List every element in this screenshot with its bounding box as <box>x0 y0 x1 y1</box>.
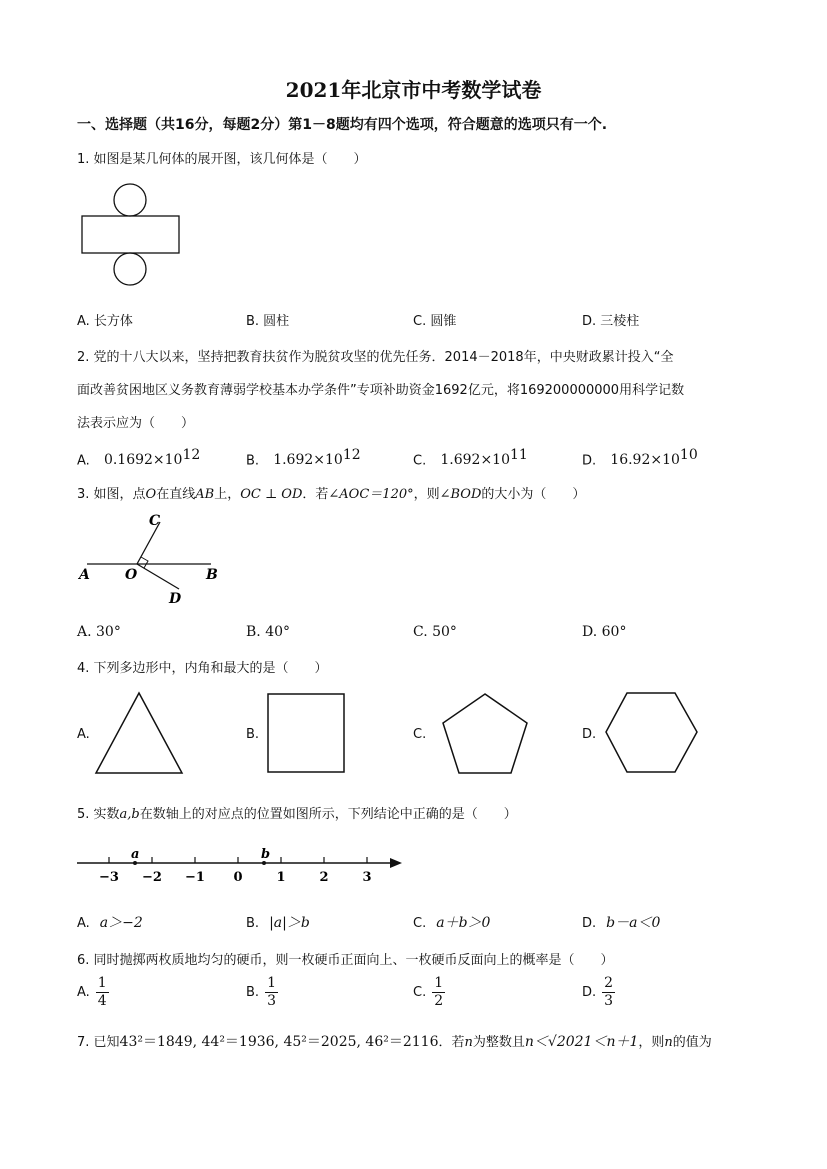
q7-squares: 43²＝1849, 44²＝1936, 45²＝2025, 46²＝2116 <box>119 1034 439 1050</box>
q5-stem-b: 在数轴上的对应点的位置如图所示，下列结论中正确的是（ ） <box>139 807 517 822</box>
q3-point-o: O <box>145 487 157 502</box>
q6-option-c-den: 2 <box>434 993 444 1009</box>
q3-label-c: C <box>149 513 161 529</box>
q2-option-d-letter: D. <box>582 453 597 469</box>
q2-stem-line2: 面改善贫困地区义务教育薄弱学校基本办学条件”专项补助资金1692亿元，将169200000000用科学记数 <box>77 383 685 398</box>
q1-net-figure <box>77 182 187 292</box>
q5-option-c[interactable] <box>413 912 490 932</box>
q5-ab: a,b <box>119 807 140 822</box>
q6-option-c-letter: C. <box>413 985 427 1000</box>
q4-square <box>268 694 344 772</box>
q5-option-a[interactable] <box>77 912 143 932</box>
q1-option-b[interactable]: B. 圆柱 <box>246 314 290 329</box>
section-header: 一、选择题（共16分，每题2分）第1－8题均有四个选项，符合题意的选项只有一个. <box>77 117 608 133</box>
q6-option-c-num: 1 <box>434 975 444 991</box>
q2-option-a-base: 0.1692×10 <box>103 452 183 469</box>
q5-tick-label-2: −1 <box>185 870 205 885</box>
q5-point-a-label: a <box>131 847 140 862</box>
q3-option-a[interactable]: A. 30° <box>77 624 121 640</box>
q5-number-line <box>77 842 407 887</box>
q6-option-b-letter: B. <box>246 985 260 1000</box>
q6-option-d-num: 2 <box>604 975 614 991</box>
q5-option-a-letter: A. <box>77 916 90 931</box>
q3-angle-aoc: ∠AOC＝120° <box>328 487 414 502</box>
q3-stem <box>77 483 585 502</box>
q7-stem-c: 为整数且 <box>472 1035 525 1050</box>
q4-option-d[interactable]: D. <box>582 727 597 742</box>
q7-stem <box>77 1031 712 1051</box>
q6-option-d-letter: D. <box>582 985 597 1000</box>
q1-option-a[interactable]: A. 长方体 <box>77 314 133 329</box>
q3-ray-od <box>137 564 179 589</box>
q6-stem: 6. 同时抛掷两枚质地均匀的硬币，则一枚硬币正面向上、一枚硬币反面向上的概率是（ ） <box>77 953 614 968</box>
q3-perp: OC ⊥ OD <box>240 487 303 502</box>
q6-option-c-fraction <box>432 975 445 1010</box>
q2-option-b[interactable] <box>246 447 361 468</box>
q5-option-c-letter: C. <box>413 916 427 931</box>
q2-option-d[interactable] <box>582 447 698 468</box>
q3-stem-b: 在直线 <box>156 487 196 502</box>
q1-option-d[interactable]: D. 三棱柱 <box>582 314 640 329</box>
q1-stem: 1. 如图是某几何体的展开图，该几何体是（ ） <box>77 152 367 167</box>
q2-option-c-letter: C. <box>413 453 427 469</box>
q6-option-b-fraction <box>265 975 278 1010</box>
q7-stem-a: 7. 已知 <box>77 1035 120 1050</box>
q2-option-d-base: 16.92×10 <box>610 452 680 469</box>
q5-tick-group <box>99 857 372 885</box>
q1-top-circle <box>114 184 146 216</box>
q4-square-figure <box>266 692 346 774</box>
q3-label-o: O <box>125 567 138 583</box>
q6-option-a-den: 4 <box>97 993 107 1009</box>
q2-option-a-letter: A. <box>77 453 90 469</box>
q3-label-a: A <box>79 567 90 583</box>
q4-option-a[interactable]: A. <box>77 727 90 742</box>
q7-n-2: n <box>664 1035 673 1050</box>
q5-tick-label-3: 0 <box>233 870 243 885</box>
q7-stem-b: ．若 <box>438 1035 465 1050</box>
q6-option-b-den: 3 <box>267 993 276 1009</box>
q5-axis-arrow <box>390 858 402 868</box>
q3-label-b: B <box>206 567 218 583</box>
q3-label-d: D <box>169 591 182 607</box>
q5-option-b[interactable] <box>246 912 310 932</box>
q3-stem-f: 的大小为（ ） <box>481 487 586 502</box>
q6-option-c[interactable] <box>413 975 445 1010</box>
q2-option-b-base: 1.692×10 <box>273 452 343 469</box>
q7-n-1: n <box>464 1035 473 1050</box>
q2-option-b-exp: 12 <box>342 447 361 463</box>
q3-stem-d: ．若 <box>302 487 329 502</box>
q2-option-d-exp: 10 <box>679 447 698 463</box>
q4-hexagon <box>606 693 697 772</box>
q5-tick-label-1: −2 <box>142 870 162 885</box>
q4-stem: 4. 下列多边形中，内角和最大的是（ ） <box>77 661 328 676</box>
q5-stem-a: 5. 实数 <box>77 807 120 822</box>
q5-option-d[interactable] <box>582 912 660 932</box>
q3-angle-bod: ∠BOD <box>439 487 482 502</box>
q4-option-c[interactable]: C. <box>413 727 427 742</box>
q3-option-c[interactable]: C. 50° <box>413 624 457 640</box>
q2-option-a[interactable] <box>77 447 200 468</box>
q2-option-c-exp: 11 <box>509 447 528 463</box>
q4-triangle <box>96 693 182 773</box>
page-title: 2021年北京市中考数学试卷 <box>285 78 542 102</box>
q2-option-a-exp: 12 <box>182 447 201 463</box>
q4-pentagon <box>443 694 527 773</box>
q7-stem-e: 的值为 <box>672 1035 712 1050</box>
q4-hexagon-figure <box>604 690 700 776</box>
q5-option-b-letter: B. <box>246 916 260 931</box>
q5-point-b-label: b <box>261 847 271 862</box>
q5-option-d-letter: D. <box>582 916 597 931</box>
q2-option-c[interactable] <box>413 447 528 468</box>
q2-stem-line3: 法表示应为（ ） <box>77 416 195 431</box>
q6-option-a-letter: A. <box>77 985 90 1000</box>
q5-option-d-math: b－a＜0 <box>606 915 661 931</box>
q3-option-d[interactable]: D. 60° <box>582 624 627 640</box>
q5-option-c-math: a＋b＞0 <box>436 915 491 931</box>
q6-option-a[interactable] <box>77 975 109 1010</box>
q5-stem <box>77 803 517 822</box>
q5-tick-label-6: 3 <box>362 870 372 885</box>
q3-stem-e: ，则 <box>413 487 440 502</box>
q1-rectangle <box>82 216 179 253</box>
q3-angle-figure <box>77 512 227 612</box>
q4-triangle-figure <box>94 690 186 776</box>
q7-inequality: n＜√2021＜n＋1 <box>524 1034 639 1050</box>
q3-stem-a: 3. 如图，点 <box>77 487 146 502</box>
q2-stem-line1: 2. 党的十八大以来，坚持把教育扶贫作为脱贫攻坚的优先任务．2014－2018年，中央财政累计投入“全 <box>77 350 674 365</box>
q5-tick-label-5: 2 <box>319 870 329 885</box>
q6-option-d-den: 3 <box>604 993 614 1009</box>
q3-line-ab: AB <box>195 487 215 502</box>
q3-stem-c: 上， <box>214 487 241 502</box>
q2-option-b-letter: B. <box>246 453 260 469</box>
q5-option-a-math: a＞−2 <box>99 915 143 931</box>
q6-option-a-num: 1 <box>97 975 107 991</box>
q1-bottom-circle <box>114 253 146 285</box>
q5-option-b-math: |a|＞b <box>269 915 310 931</box>
q6-option-a-fraction <box>96 975 109 1010</box>
q4-option-b[interactable]: B. <box>246 727 260 742</box>
q6-option-d[interactable] <box>582 975 615 1010</box>
q2-option-c-base: 1.692×10 <box>440 452 510 469</box>
q1-option-c[interactable]: C. 圆锥 <box>413 314 457 329</box>
q7-stem-d: ，则 <box>638 1035 665 1050</box>
q5-tick-label-4: 1 <box>276 870 286 885</box>
q3-option-b[interactable]: B. 40° <box>246 624 291 640</box>
q4-pentagon-figure <box>440 690 532 778</box>
q6-option-d-fraction <box>602 975 615 1010</box>
q6-option-b[interactable] <box>246 975 278 1010</box>
q6-option-b-num: 1 <box>267 975 276 991</box>
q5-tick-label-0: −3 <box>99 870 119 885</box>
